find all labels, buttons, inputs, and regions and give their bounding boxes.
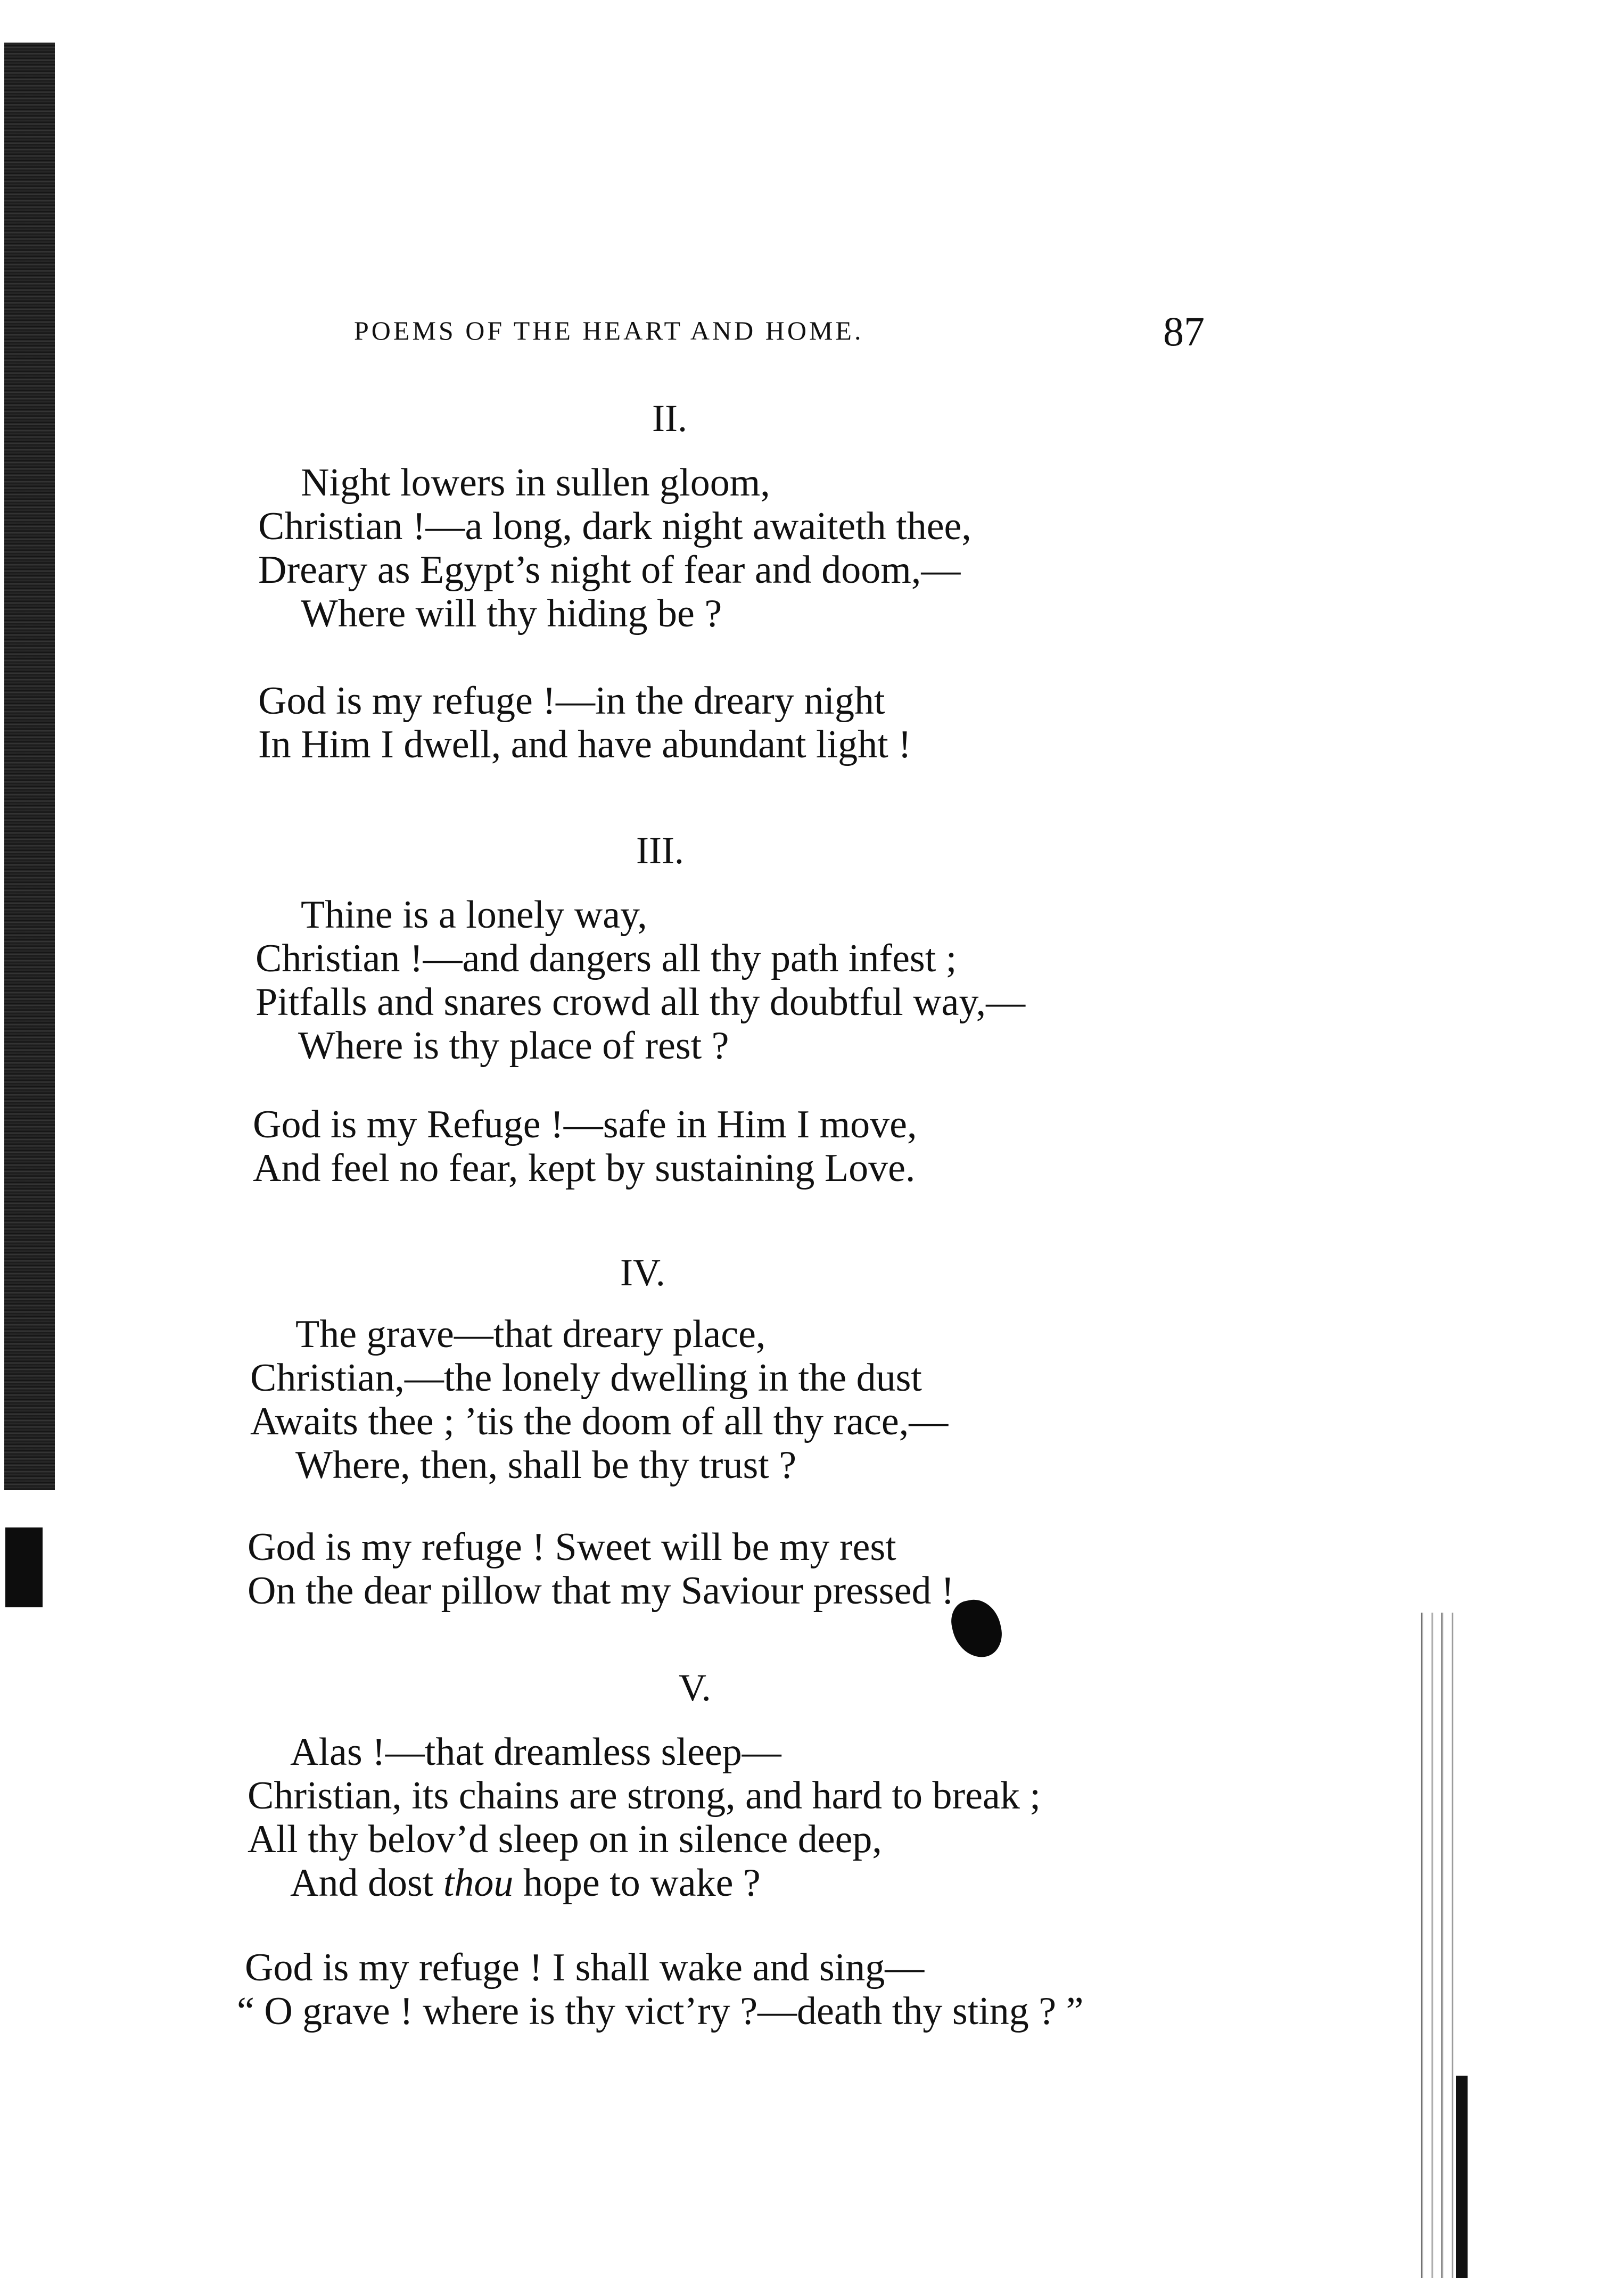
poem-line: Pitfalls and snares crowd all thy doubtful way,— <box>256 980 1026 1024</box>
response-line: And feel no fear, kept by sustaining Love. <box>253 1146 916 1190</box>
poem-line: Where, then, shall be thy trust ? <box>295 1443 797 1487</box>
poem-line: Where is thy place of rest ? <box>298 1024 729 1068</box>
scan-shadow-left-lower <box>5 1527 43 1607</box>
poem-line: Christian,—the lonely dwelling in the dust <box>250 1356 922 1400</box>
poem-line: All thy belov’d sleep on in silence deep, <box>248 1818 882 1861</box>
scan-shadow-right <box>1413 1613 1461 2278</box>
scan-shadow-left <box>4 43 55 1490</box>
poem-line: Awaits thee ; ’tis the doom of all thy race,— <box>250 1400 949 1443</box>
page-number: 87 <box>1163 308 1205 354</box>
response-line: God is my refuge ! Sweet will be my rest <box>248 1525 896 1569</box>
poem-line: Thine is a lonely way, <box>301 893 647 937</box>
poem-line: Christian !—a long, dark night awaiteth thee, <box>258 505 971 548</box>
response-line: “ O grave ! where is thy vict’ry ?—death thy sting ? ” <box>237 1989 1084 2033</box>
stanza-number-ii: II. <box>652 397 687 440</box>
response-line: God is my refuge !—in the dreary night <box>258 679 885 723</box>
response-line: God is my refuge ! I shall wake and sing— <box>245 1946 925 1989</box>
poem-line: Where will thy hiding be ? <box>301 592 722 635</box>
emphasis-thou: thou <box>443 1861 514 1905</box>
poem-line-start: And dost <box>290 1861 443 1905</box>
response-line: God is my Refuge !—safe in Him I move, <box>253 1103 917 1146</box>
poem-line: The grave—that dreary place, <box>295 1312 766 1356</box>
poem-line: Night lowers in sullen gloom, <box>301 461 770 505</box>
response-line: On the dear pillow that my Saviour pressed ! <box>248 1569 954 1613</box>
stanza-number-v: V. <box>679 1666 711 1709</box>
scan-shadow-right-bar <box>1456 2076 1468 2278</box>
poem-line: Alas !—that dreamless sleep— <box>290 1730 781 1774</box>
stanza-number-iii: III. <box>636 829 684 872</box>
running-head: POEMS OF THE HEART AND HOME. <box>354 316 864 345</box>
poem-line <box>290 1863 761 1903</box>
poem-line-end: hope to wake ? <box>513 1861 761 1905</box>
poem-line: Christian, its chains are strong, and hard to break ; <box>248 1774 1041 1818</box>
stanza-number-iv: IV. <box>620 1251 665 1294</box>
poem-line: Dreary as Egypt’s night of fear and doom,— <box>258 548 961 592</box>
poem-line: Christian !—and dangers all thy path infest ; <box>256 937 957 980</box>
response-line: In Him I dwell, and have abundant light ! <box>258 723 911 766</box>
ink-blot <box>948 1595 1007 1662</box>
